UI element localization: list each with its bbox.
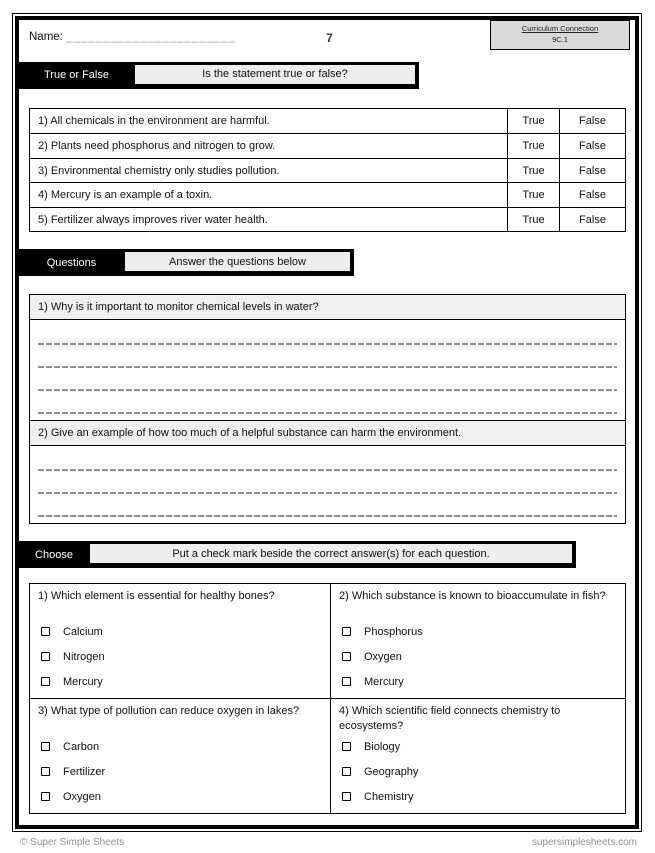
option-label: Phosphorus bbox=[364, 625, 423, 638]
question-prompt: 2) Give an example of how too much of a helpful substance can harm the environment. bbox=[30, 420, 625, 446]
true-cell[interactable]: True bbox=[507, 109, 559, 134]
answer-line[interactable] bbox=[38, 322, 617, 345]
page-frame bbox=[12, 13, 642, 832]
option-label: Oxygen bbox=[364, 650, 402, 663]
option-row bbox=[339, 644, 617, 669]
option-label: Fertilizer bbox=[63, 765, 106, 778]
questions-label: Questions bbox=[46, 256, 97, 269]
questions-instruction: Answer the questions below bbox=[124, 251, 351, 272]
curriculum-code: 9C.1 bbox=[552, 34, 568, 44]
checkbox[interactable] bbox=[342, 627, 351, 636]
choose-question-cell bbox=[30, 698, 330, 813]
true-false-label: True or False bbox=[43, 69, 109, 82]
table-row bbox=[30, 158, 625, 183]
checkbox[interactable] bbox=[342, 767, 351, 776]
checkbox[interactable] bbox=[342, 792, 351, 801]
option-row bbox=[38, 784, 322, 809]
true-false-instruction: Is the statement true or false? bbox=[134, 64, 416, 85]
questions-banner bbox=[19, 249, 354, 276]
checkbox[interactable] bbox=[41, 767, 50, 776]
table-row bbox=[30, 109, 625, 134]
false-cell[interactable]: False bbox=[559, 183, 625, 207]
statement-text: 5) Fertilizer always improves river water health. bbox=[38, 213, 268, 226]
option-label: Oxygen bbox=[63, 790, 101, 803]
option-row bbox=[339, 619, 617, 644]
option-row bbox=[339, 734, 617, 759]
answer-line[interactable] bbox=[38, 471, 617, 494]
true-false-table bbox=[29, 108, 626, 233]
answer-line[interactable] bbox=[38, 368, 617, 391]
curriculum-wrap bbox=[333, 20, 630, 50]
statement-text: 4) Mercury is an example of a toxin. bbox=[38, 189, 213, 201]
answer-area bbox=[30, 446, 625, 523]
copyright-text: © Super Simple Sheets bbox=[20, 837, 125, 848]
checkbox[interactable] bbox=[342, 742, 351, 751]
choose-instruction: Put a check mark beside the correct answer(s) for each question. bbox=[89, 543, 573, 564]
false-cell[interactable]: False bbox=[559, 208, 625, 232]
table-row bbox=[30, 182, 625, 207]
option-row bbox=[38, 619, 322, 644]
false-cell[interactable]: False bbox=[559, 134, 625, 158]
option-label: Mercury bbox=[63, 675, 103, 688]
name-blank-line[interactable]: _______________________ bbox=[66, 31, 237, 43]
answer-area bbox=[30, 320, 625, 420]
choose-question: 3) What type of pollution can reduce oxygen in lakes? bbox=[38, 705, 300, 718]
option-row bbox=[339, 669, 617, 694]
checkbox[interactable] bbox=[41, 677, 50, 686]
false-cell[interactable]: False bbox=[559, 159, 625, 183]
answer-line[interactable] bbox=[38, 448, 617, 471]
checkbox[interactable] bbox=[41, 742, 50, 751]
option-label: Biology bbox=[364, 740, 401, 753]
curriculum-connection-box bbox=[490, 20, 630, 50]
checkbox[interactable] bbox=[342, 652, 351, 661]
choose-label: Choose bbox=[35, 548, 73, 561]
true-cell[interactable]: True bbox=[507, 159, 559, 183]
question-prompt: 1) Why is it important to monitor chemical levels in water? bbox=[30, 295, 625, 320]
answer-line[interactable] bbox=[38, 494, 617, 517]
choose-question: 4) Which scientific field connects chemistry to ecosystems? bbox=[339, 705, 561, 733]
page-content bbox=[15, 16, 639, 829]
option-label: Mercury bbox=[364, 675, 404, 688]
website-text: supersimplesheets.com bbox=[531, 837, 637, 848]
true-cell[interactable]: True bbox=[507, 208, 559, 232]
option-label: Chemistry bbox=[364, 790, 414, 803]
option-label: Geography bbox=[364, 765, 419, 778]
choose-banner bbox=[19, 541, 576, 568]
statement-text: 3) Environmental chemistry only studies pollution. bbox=[38, 164, 280, 177]
choose-question-cell bbox=[330, 698, 625, 813]
option-row bbox=[339, 784, 617, 809]
table-row bbox=[30, 133, 625, 158]
option-label: Nitrogen bbox=[63, 650, 105, 663]
answer-line[interactable] bbox=[38, 345, 617, 368]
choose-question-cell bbox=[330, 584, 625, 698]
checkbox[interactable] bbox=[41, 627, 50, 636]
true-cell[interactable]: True bbox=[507, 134, 559, 158]
choose-question: 2) Which substance is known to bioaccumulate in fish? bbox=[339, 590, 606, 603]
option-row bbox=[38, 644, 322, 669]
false-cell[interactable]: False bbox=[559, 109, 625, 134]
answer-line[interactable] bbox=[38, 391, 617, 414]
option-label: Calcium bbox=[63, 625, 103, 638]
statement-text: 1) All chemicals in the environment are harmful. bbox=[38, 115, 270, 127]
footer bbox=[20, 837, 637, 848]
option-row bbox=[339, 759, 617, 784]
checkbox[interactable] bbox=[41, 652, 50, 661]
choose-question: 1) Which element is essential for healthy bones? bbox=[38, 590, 275, 603]
checkbox[interactable] bbox=[41, 792, 50, 801]
name-field[interactable] bbox=[19, 20, 326, 43]
table-row bbox=[30, 207, 625, 232]
page-number: 7 bbox=[326, 31, 333, 45]
checkbox[interactable] bbox=[342, 677, 351, 686]
curriculum-title: Curriculum Connection bbox=[521, 24, 599, 33]
option-row bbox=[38, 669, 322, 694]
choose-table bbox=[29, 583, 626, 814]
true-cell[interactable]: True bbox=[507, 183, 559, 207]
choose-question-cell bbox=[30, 584, 330, 698]
statement-text: 2) Plants need phosphorus and nitrogen to grow. bbox=[38, 140, 276, 152]
true-false-banner bbox=[19, 62, 419, 89]
option-row bbox=[38, 734, 322, 759]
option-label: Carbon bbox=[63, 740, 100, 753]
option-row bbox=[38, 759, 322, 784]
header bbox=[19, 20, 630, 50]
name-label: Name: bbox=[29, 31, 63, 43]
questions-box bbox=[29, 294, 626, 524]
